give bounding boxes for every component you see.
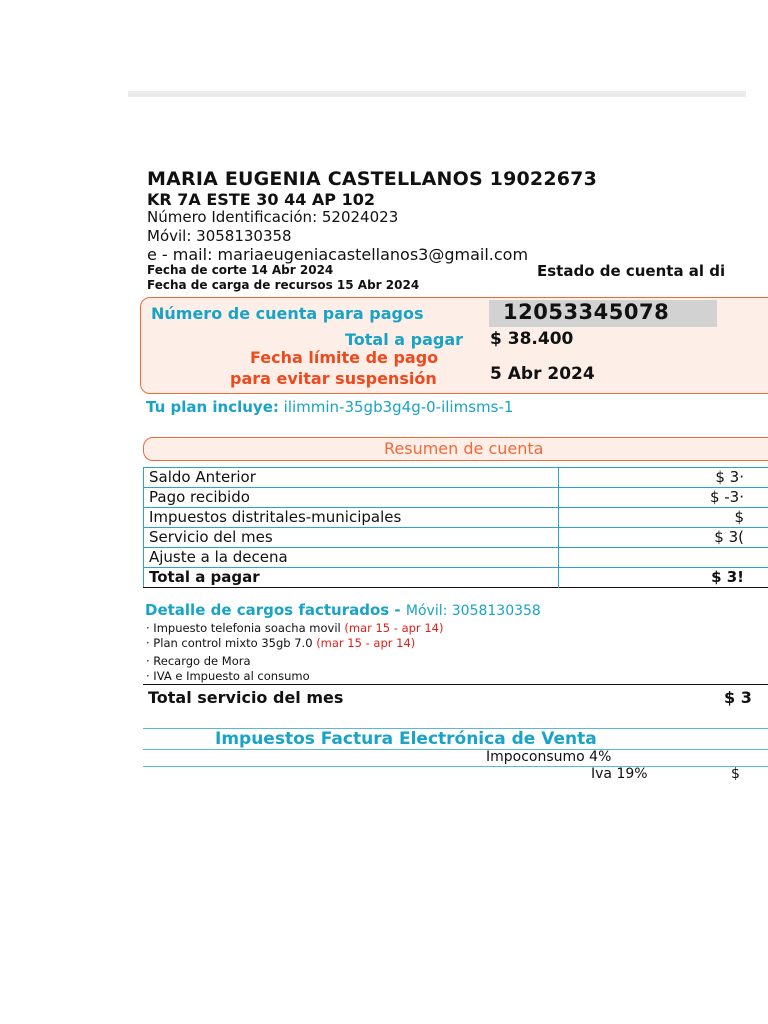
table-row xyxy=(144,508,768,528)
charge-period: (mar 15 - apr 14) xyxy=(316,636,416,650)
summary-label: Saldo Anterior xyxy=(144,468,559,488)
table-row xyxy=(144,548,768,568)
account-number: 12053345078 xyxy=(503,300,670,324)
table-row xyxy=(144,488,768,508)
customer-id: Número Identificación: 52024023 xyxy=(147,208,399,226)
charge-label: · Impuesto telefonia soacha movil xyxy=(146,621,341,635)
charge-item xyxy=(146,669,310,683)
customer-email: e - mail: mariaeugeniacastellanos3@gmail.com xyxy=(147,245,529,264)
cutoff-date: Fecha de corte 14 Abr 2024 xyxy=(147,263,334,277)
plan-value: ilimmin-35gb3g4g-0-ilimsms-1 xyxy=(283,398,514,416)
charge-label: · Plan control mixto 35gb 7.0 xyxy=(146,636,313,650)
total-value: $ 38.400 xyxy=(490,329,574,349)
customer-address: KR 7A ESTE 30 44 AP 102 xyxy=(147,190,375,209)
divider xyxy=(143,749,768,750)
table-row-total xyxy=(144,568,768,588)
iva-label: Iva 19% xyxy=(591,766,648,782)
taxes-title: Impuestos Factura Electrónica de Venta xyxy=(215,729,597,749)
summary-value: $ xyxy=(559,508,768,528)
plan-line xyxy=(146,398,513,416)
account-statement-heading: Estado de cuenta al di xyxy=(537,262,726,280)
account-number-label: Número de cuenta para pagos xyxy=(151,304,424,323)
charge-label: · IVA e Impuesto al consumo xyxy=(146,669,310,683)
divider xyxy=(143,684,768,685)
iva-value: $ xyxy=(731,766,740,782)
total-label: Total a pagar xyxy=(345,330,464,349)
total-service-value: $ 3 xyxy=(724,688,752,707)
summary-value: $ -3· xyxy=(559,488,768,508)
plan-label: Tu plan incluye: xyxy=(146,398,279,416)
deadline-value: 5 Abr 2024 xyxy=(490,364,595,384)
summary-table xyxy=(143,467,768,588)
detail-title: Detalle de cargos facturados - xyxy=(145,601,406,619)
customer-name: MARIA EUGENIA CASTELLANOS 19022673 xyxy=(147,168,598,190)
summary-title: Resumen de cuenta xyxy=(384,439,544,458)
charge-item xyxy=(146,654,251,668)
table-row xyxy=(144,528,768,548)
detail-title-line xyxy=(145,601,541,619)
deadline-label-1: Fecha límite de pago xyxy=(250,348,439,367)
summary-label: Servicio del mes xyxy=(144,528,559,548)
table-row xyxy=(144,468,768,488)
total-service-label: Total servicio del mes xyxy=(148,688,344,707)
charge-item xyxy=(146,621,443,635)
charge-item xyxy=(146,636,415,650)
detail-mobile: Móvil: 3058130358 xyxy=(405,603,541,619)
impoconsumo-label: Impoconsumo 4% xyxy=(486,749,612,765)
charge-label: · Recargo de Mora xyxy=(146,654,251,668)
summary-label: Pago recibido xyxy=(144,488,559,508)
resources-load-date: Fecha de carga de recursos 15 Abr 2024 xyxy=(147,278,420,292)
customer-mobile: Móvil: 3058130358 xyxy=(147,227,292,245)
summary-label: Total a pagar xyxy=(144,568,559,588)
charge-period: (mar 15 - apr 14) xyxy=(344,621,444,635)
divider xyxy=(143,766,768,767)
summary-value xyxy=(559,548,768,568)
summary-label: Ajuste a la decena xyxy=(144,548,559,568)
summary-value: $ 3· xyxy=(559,468,768,488)
summary-label: Impuestos distritales-municipales xyxy=(144,508,559,528)
deadline-label-2: para evitar suspensión xyxy=(230,369,437,388)
summary-value: $ 3( xyxy=(559,528,768,548)
summary-value: $ 3! xyxy=(559,568,768,588)
